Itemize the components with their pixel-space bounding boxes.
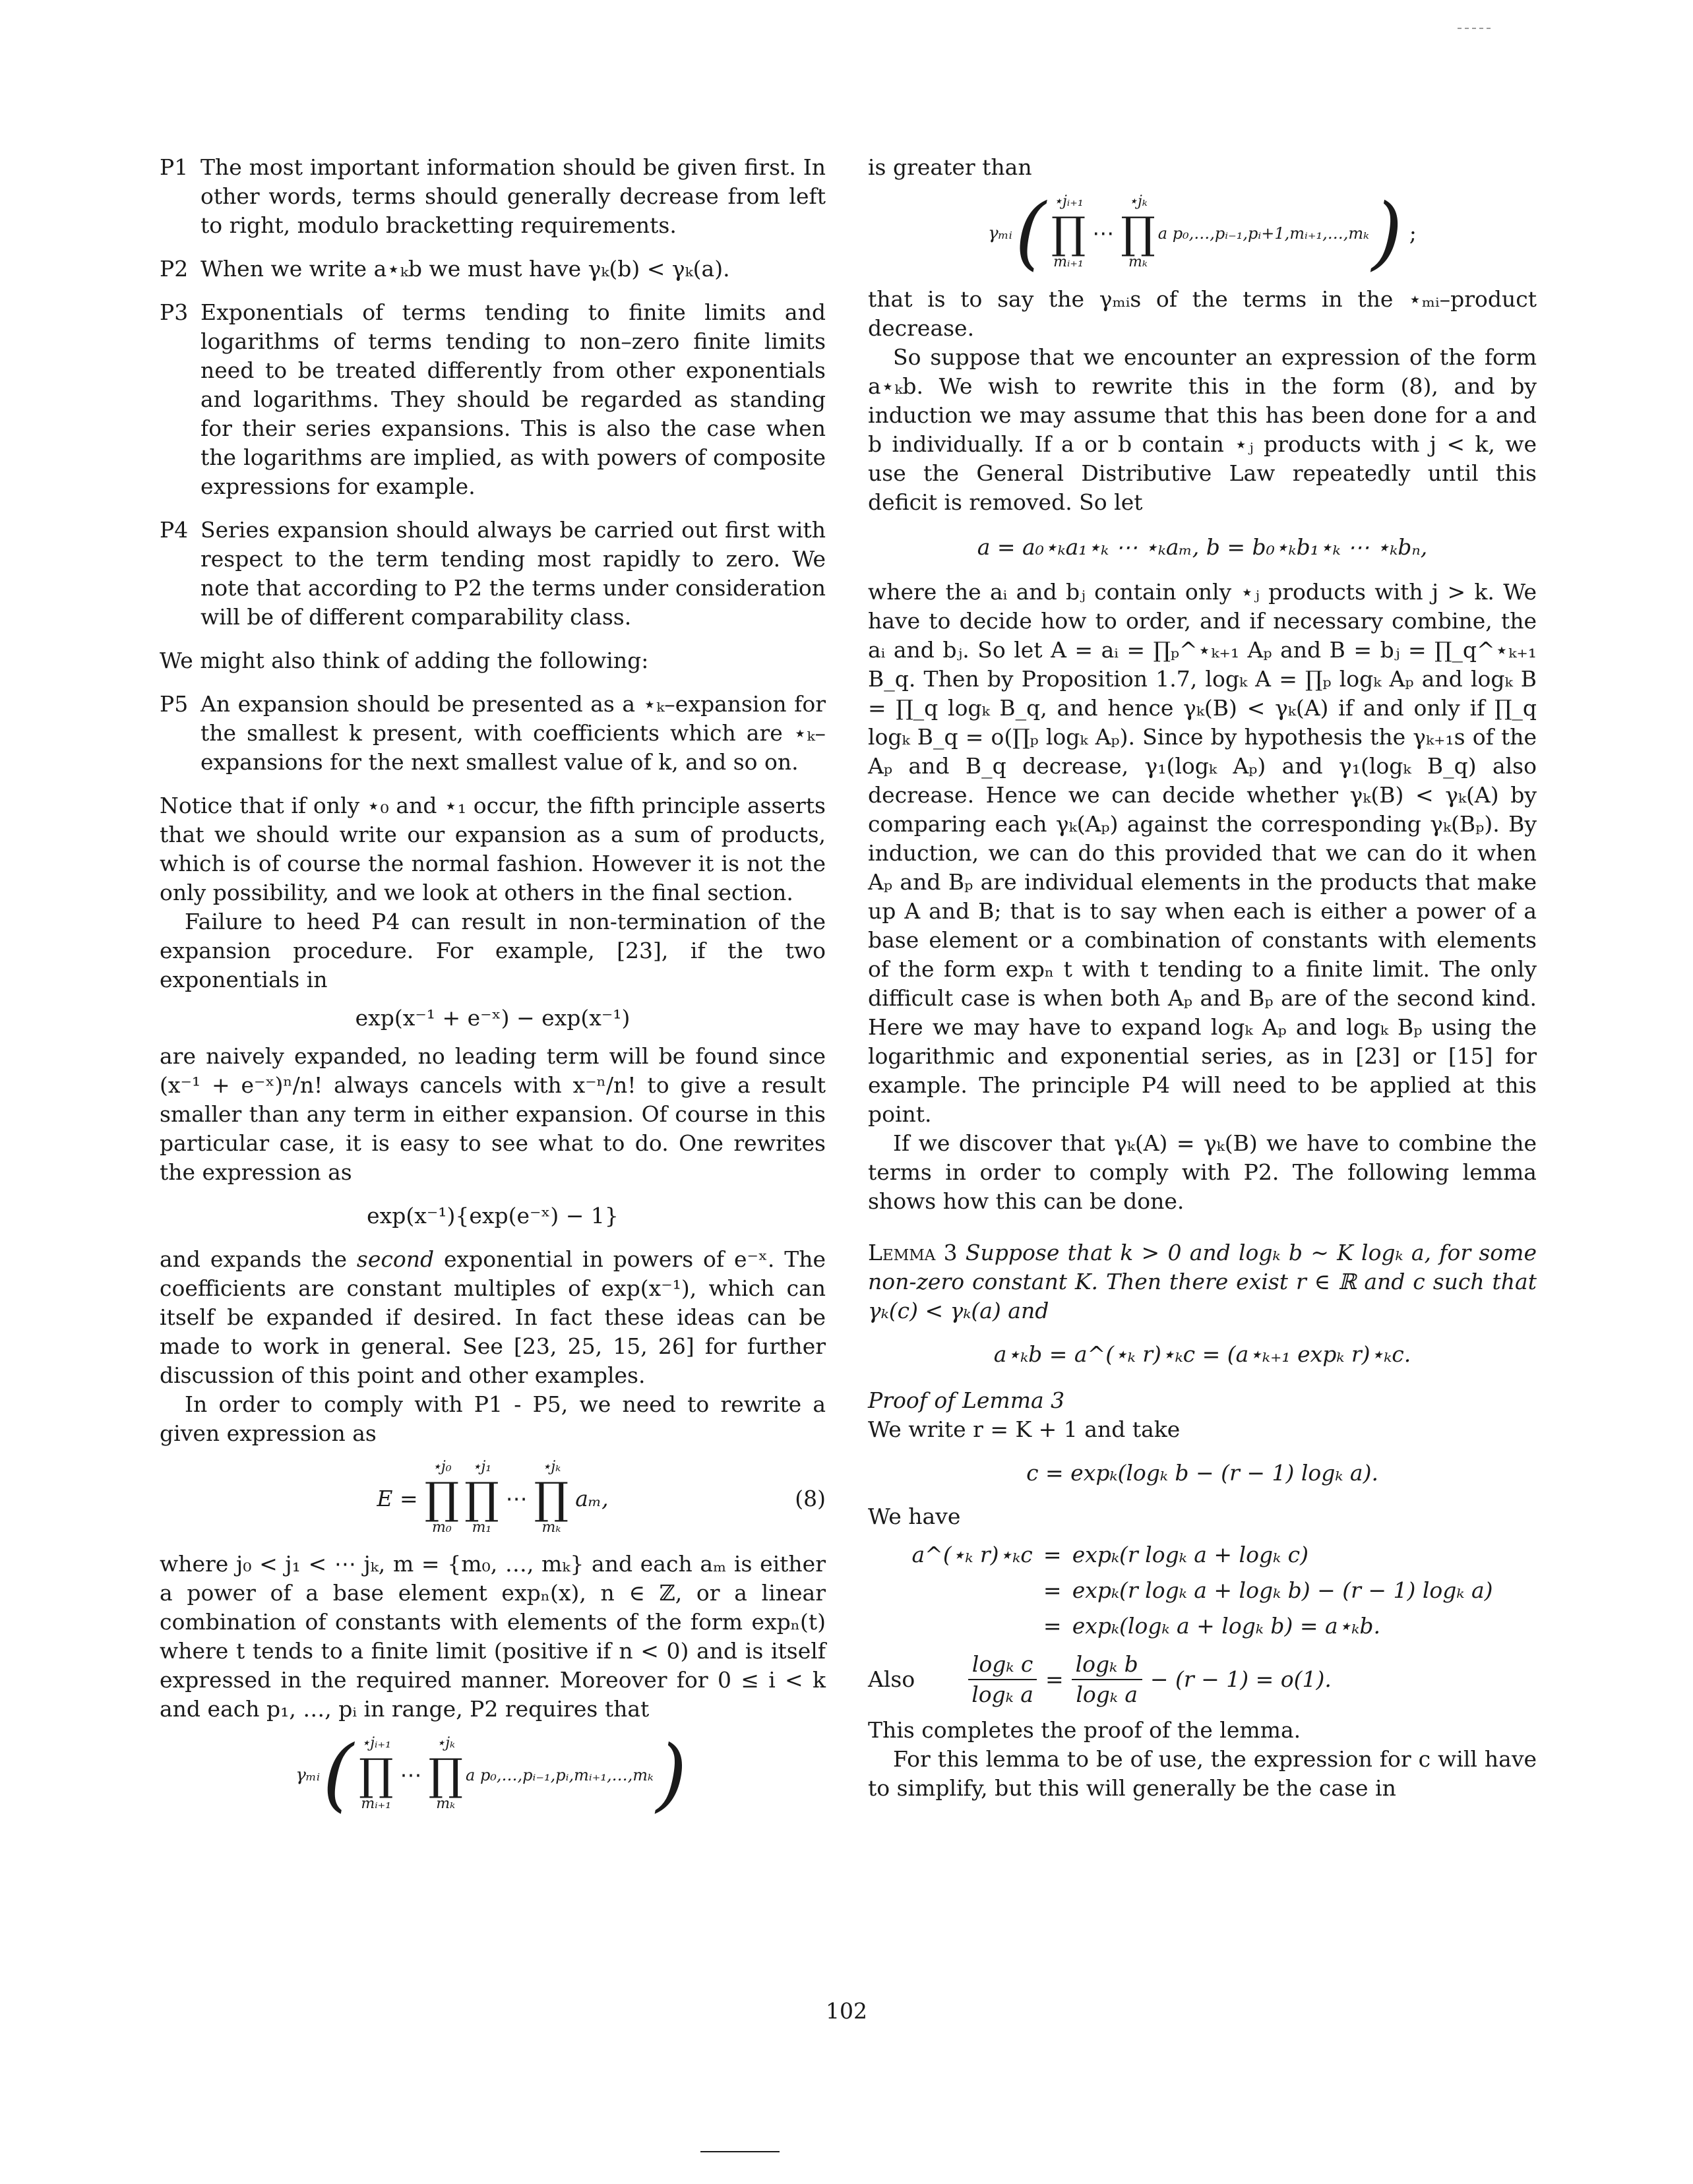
equation-exp2: exp(x⁻¹){exp(e⁻ˣ) − 1} xyxy=(367,1203,619,1228)
paragraph-discover: If we discover that γₖ(A) = γₖ(B) we have to combine the terms in order to comply with P2. The following lemma shows how this can be done. xyxy=(868,1130,1537,1214)
paragraph-naively: are naively expanded, no leading term will be found since (x⁻¹ + e⁻ˣ)ⁿ/n! always cancels with x⁻ⁿ/n! to give a result smaller than any term in either expansion. Of course in this particular case, it is easy to see what to do. One rewrites the expression as xyxy=(160,1043,826,1185)
product-m0: ⋆j₀ ∏ m₀ xyxy=(424,1459,460,1536)
equation-gamma-1: γₘᵢ ( ⋆jᵢ₊₁ ∏ mᵢ₊₁ ⋯ ⋆jₖ ∏ mₖ a p₀,…,pᵢ₋₁,pᵢ,mᵢ₊₁,…,mₖ ) xyxy=(295,1729,687,1821)
product-mk: ⋆jₖ ∏ mₖ xyxy=(534,1459,569,1536)
proof-write: We write r = K + 1 and take xyxy=(868,1416,1181,1442)
completes-text: This completes the proof of the lemma. xyxy=(868,1717,1301,1743)
we-have-text: We have xyxy=(868,1503,961,1529)
principle-p5: P5 An expansion should be presented as a ⋆ₖ–expansion for the smallest k present, with coefficients which are ⋆ₖ–expansions for the next smallest value of k, and so on. xyxy=(160,691,826,775)
product-m1: ⋆j₁ ∏ m₁ xyxy=(464,1459,499,1536)
principle-p2: P2 When we write a⋆ₖb we must have γₖ(b) < γₖ(a). xyxy=(160,256,730,282)
principle-p4: P4 Series expansion should always be carried out first with respect to the term tending most rapidly to zero. We note that according to P2 the terms under consideration will be of different comparability class. xyxy=(160,517,826,630)
equation-ab: a = a₀⋆ₖa₁⋆ₖ ⋯ ⋆ₖaₘ, b = b₀⋆ₖb₁⋆ₖ ⋯ ⋆ₖbₙ, xyxy=(977,534,1428,560)
greater-than-text: is greater than xyxy=(868,154,1032,180)
bottom-rule xyxy=(700,2151,780,2152)
paragraph-notice: Notice that if only ⋆₀ and ⋆₁ occur, the fifth principle asserts that we should write our expansion as a sum of products, which is of course the normal fashion. However it is not the only possibility, and we look at others in the final section. xyxy=(160,793,826,905)
equation-gamma-2: γₘᵢ ( ⋆jᵢ₊₁ ∏ mᵢ₊₁ ⋯ ⋆jₖ ∏ mₖ a p₀,…,pᵢ₋₁,pᵢ+1,mᵢ₊₁,…,mₖ ) ; xyxy=(988,187,1417,279)
equation-c: c = expₖ(logₖ b − (r − 1) logₖ a). xyxy=(1026,1460,1378,1486)
paragraph-failure: Failure to heed P4 can result in non-termination of the expansion procedure. For example, [23], if the two exponentials in xyxy=(160,909,826,992)
paragraph-where: where j₀ < j₁ < ⋯ jₖ, m = {m₀, …, mₖ} and each aₘ is either a power of a base element expₙ(x), n ∈ ℤ, or a linear combination of constants with elements of the form expₙ(t) where t tends to a finite limit (positive if n < 0) and is itself expressed in the required manner. Moreover for 0 ≤ i < k and each p₁, …, pᵢ in range, P2 requires that xyxy=(160,1551,826,1722)
equation-8: E = ⋆j₀ ∏ m₀ ⋆j₁ ∏ m₁ ⋯ ⋆jₖ ∏ mₖ aₘ, (8) xyxy=(160,1460,826,1538)
right-column xyxy=(868,153,1537,1803)
equation-exp1: exp(x⁻¹ + e⁻ˣ) − exp(x⁻¹) xyxy=(355,1005,631,1031)
also-row: Also $\frac{\text{logₖ c}}{\text{logₖ a}}$ = $\frac{\text{logₖ b}}{\text{logₖ a}}$ − (r − 1) = o(1). xyxy=(868,1651,1332,1707)
paragraph-thatis: that is to say the γₘᵢs of the terms in the ⋆ₘᵢ–product decrease. xyxy=(868,286,1537,341)
equation-array: a^(⋆ₖ r)⋆ₖc = expₖ(r logₖ a + logₖ c) = expₖ(r logₖ a + logₖ b) − (r − 1) logₖ a) = expₖ(logₖ a + logₖ b) = a⋆ₖb. xyxy=(911,1542,1493,1639)
paragraph-order: In order to comply with P1 - P5, we need to rewrite a given expression as xyxy=(160,1391,826,1446)
might-also-text: We might also think of adding the following: xyxy=(160,648,649,673)
equation-lemma: a⋆ₖb = a^(⋆ₖ r)⋆ₖc = (a⋆ₖ₊₁ expₖ r)⋆ₖc. xyxy=(993,1341,1411,1367)
equation-number-8: (8) xyxy=(795,1486,826,1511)
paragraph-expands: and expands the second exponential in powers of e⁻ˣ. The coefficients are constant multiples of exp(x⁻¹), which can itself be expanded if desired. In fact these ideas can be made to work in general. See [23, 25, 15, 26] for further discussion of this point and other examples. xyxy=(160,1246,826,1388)
proof-label: Proof of Lemma 3 xyxy=(868,1387,1065,1413)
principle-p3: P3 Exponentials of terms tending to finite limits and logarithms of terms tending to non–zero finite limits need to be treated differently from other exponentials and logarithms. They should be regarded as standing for their series expansions. This is also the case when the logarithms are implied, as with powers of composite expressions for example. xyxy=(160,299,826,499)
page-number: 102 xyxy=(826,1998,867,2024)
lemma-3: Lemma 3 Suppose that k > 0 and logₖ b ∼ K logₖ a, for some non-zero constant K. Then there exist r ∈ ℝ and c such that γₖ(c) < γₖ(a) and xyxy=(868,1240,1537,1323)
scan-mark xyxy=(1458,28,1491,30)
paragraph-suppose: So suppose that we encounter an expression of the form a⋆ₖb. We wish to rewrite this in the form (8), and by induction we may assume that this has been done for a and b individually. If a or b contain ⋆ⱼ products with j < k, we use the General Distributive Law repeatedly until this deficit is removed. So let xyxy=(868,344,1537,515)
left-column xyxy=(160,153,826,1827)
paragraph-for: For this lemma to be of use, the expression for c will have to simplify, but this will generally be the case in xyxy=(868,1746,1537,1801)
paragraph-where2: where the aᵢ and bⱼ contain only ⋆ⱼ products with j > k. We have to decide how to order, and if necessary combine, the aᵢ and bⱼ. So let A = aᵢ = ∏ₚ^⋆ₖ₊₁ Aₚ and B = bⱼ = ∏_q^⋆ₖ₊₁ B_q. Then by Proposition 1.7, logₖ A = ∏ₚ logₖ Aₚ and logₖ B = ∏_q logₖ B_q, and hence γₖ(B) < γₖ(A) if and only if ∏_q logₖ B_q = o(∏ₚ logₖ Aₚ). Since by hypothesis the γₖ₊₁s of the Aₚ and B_q decrease, γ₁(logₖ Aₚ) and γ₁(logₖ B_q) also decrease. Hence we can decide whether γₖ(B) < γₖ(A) by comparing each γₖ(Aₚ) against the corresponding γₖ(Bₚ). By induction, we can do this provided that we can do it when Aₚ and Bₚ are individual elements in the products that make up A and B; that is to say when each is either a power of a base element or a combination of constants with elements of the form expₙ t with t tending to a finite limit. The only difficult case is when both Aₚ and Bₚ are of the second kind. Here we may have to expand logₖ Aₚ and logₖ Bₚ using the logarithmic and exponential series, as in [23] or [15] for example. The principle P4 will need to be applied at this point. xyxy=(868,579,1537,1127)
principle-p1: P1 The most important information should be given first. In other words, terms should generally decrease from left to right, modulo bracketting requirements. xyxy=(160,154,826,238)
